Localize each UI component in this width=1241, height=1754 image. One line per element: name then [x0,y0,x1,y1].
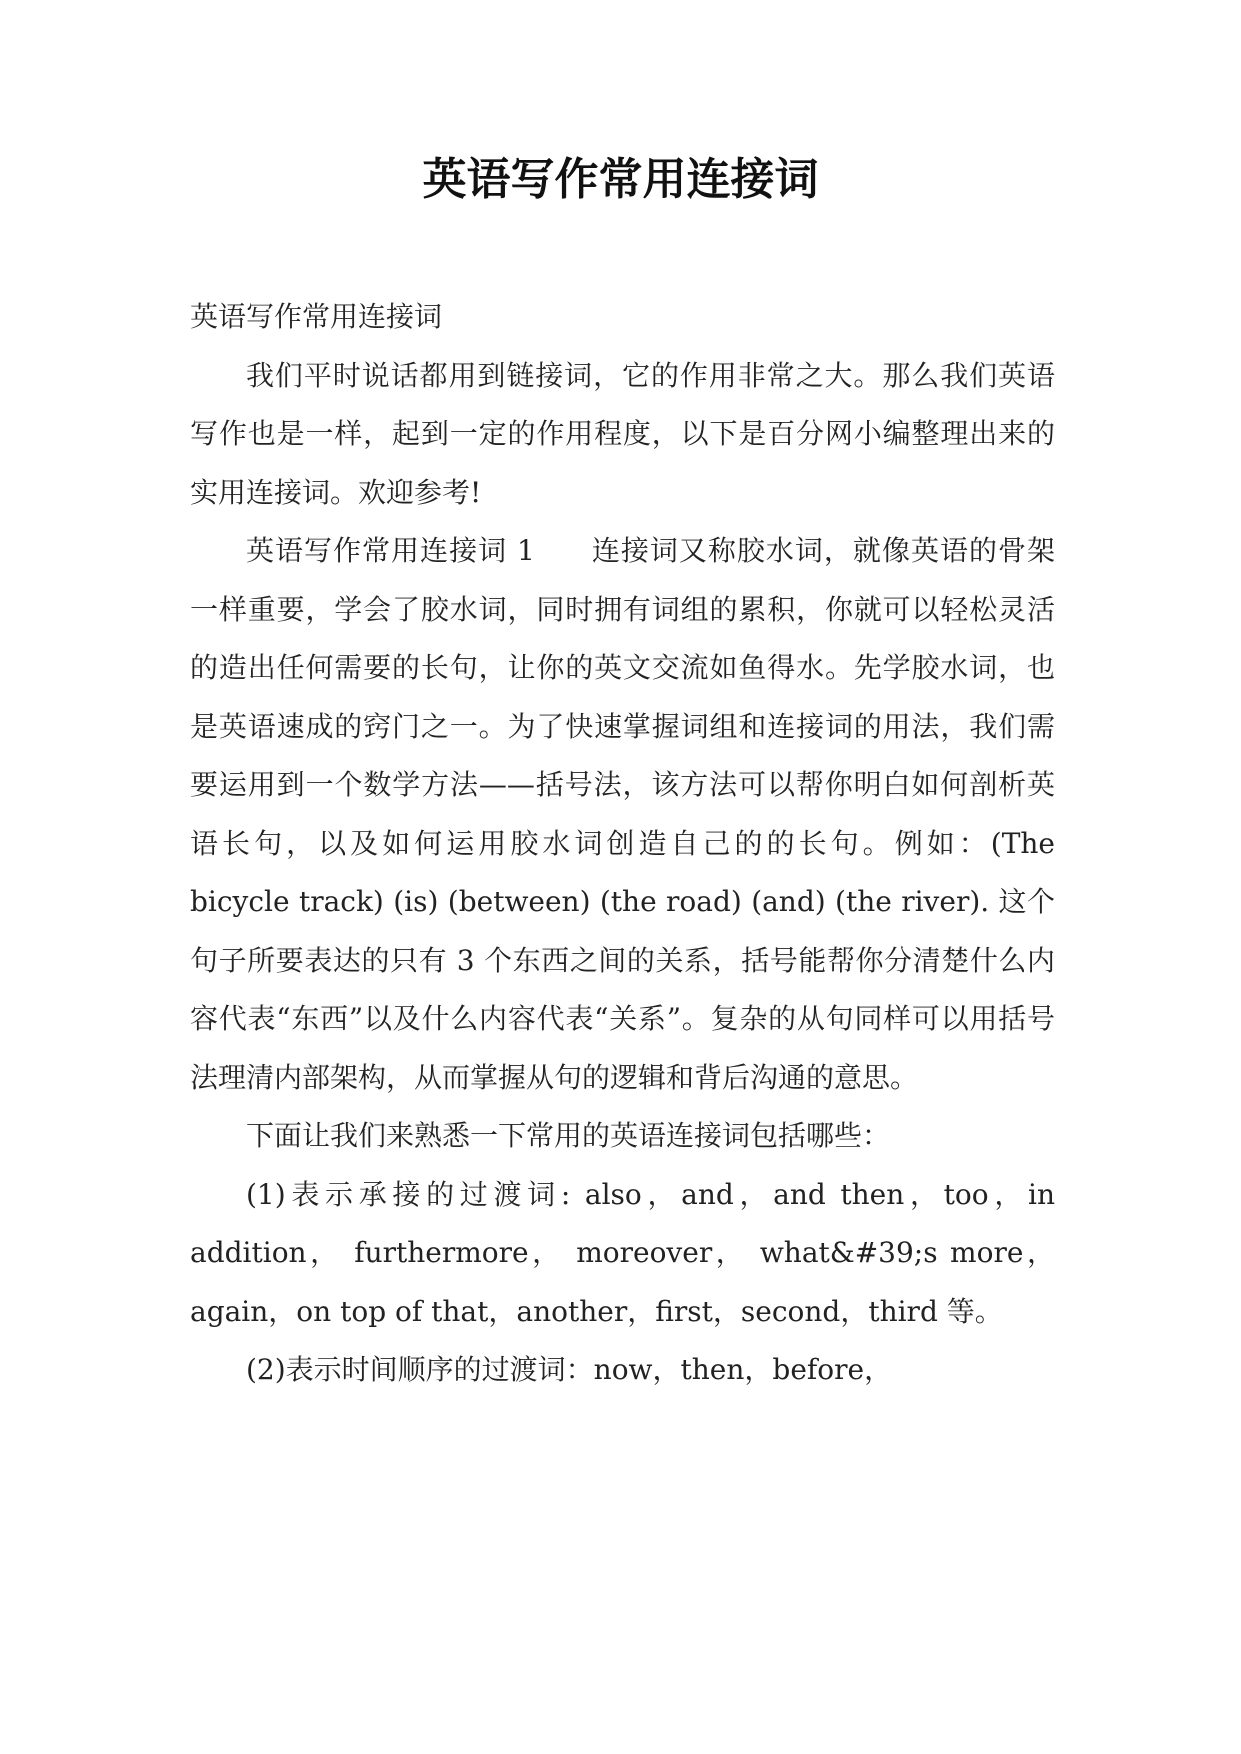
list-item-1: (1)表示承接的过渡词: also，and，and then，too，in addition， furthermore， moreover， what&#39;s more，again，on top of that，another，first，second，third 等。 [190,1177,1055,1328]
document-body [190,288,1055,1400]
list-item-2: (2)表示时间顺序的过渡词：now，then，before， [246,1353,893,1386]
section1-body: 连接词又称胶水词，就像英语的骨架一样重要，学会了胶水词，同时拥有词组的累积，你就可以轻松灵活的造出任何需要的长句，让你的英文交流如鱼得水。先学胶水词，也是英语速成的窍门之一。为了快速掌握词组和连接词的用法，我们需要运用到一个数学方法——括号法，该方法可以帮你明白如何剖析英语长句，以及如何运用胶水词创造自己的的长句。例如：(The bicycle track) (is) (between) (the road) (and) (the river). 这个句子所要表达的只有 3 个东西之间的关系，括号能帮你分清楚什么内容代表“东西”以及什么内容代表“关系”。复杂的从句同样可以用括号法理清内部架构，从而掌握从句的逻辑和背后沟通的意思。 [190,534,1055,1094]
list-intro-paragraph: 下面让我们来熟悉一下常用的英语连接词包括哪些： [246,1119,891,1152]
document-title: 英语写作常用连接词 [422,154,819,205]
subtitle-paragraph: 英语写作常用连接词 [190,300,443,333]
section1-heading: 英语写作常用连接词 1 [246,534,535,567]
intro-paragraph: 我们平时说话都用到链接词，它的作用非常之大。那么我们英语写作也是一样，起到一定的作用程度，以下是百分网小编整理出来的实用连接词。欢迎参考! [190,358,1055,509]
section1-paragraph [190,522,1055,1107]
